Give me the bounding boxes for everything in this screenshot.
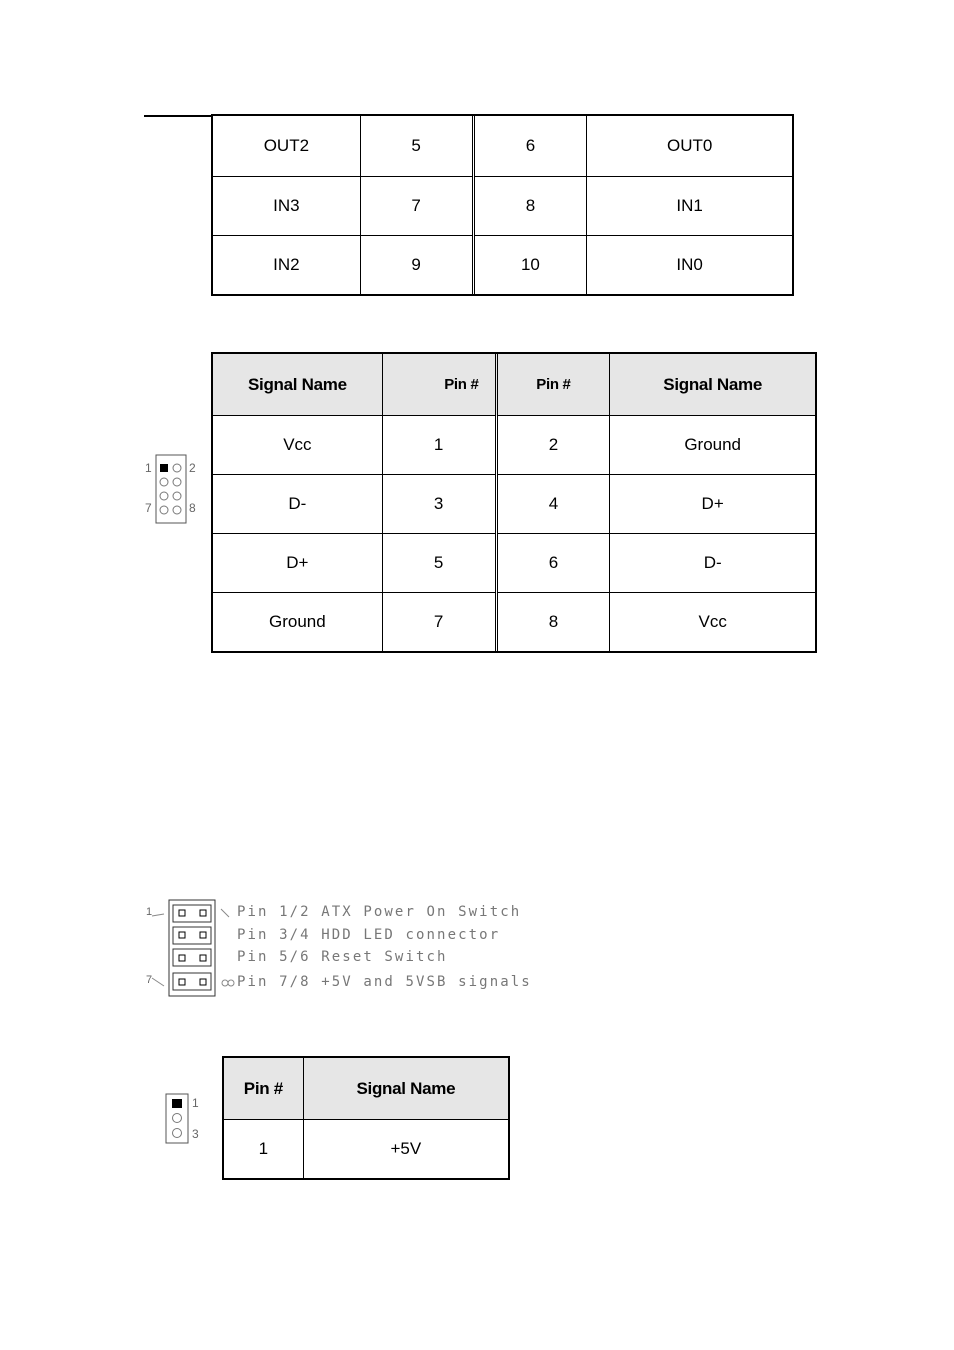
pin-cell: 2: [496, 416, 610, 475]
column-header: Pin #: [224, 1058, 304, 1120]
panel-label-7: 7: [146, 974, 153, 986]
signal-cell: IN1: [587, 177, 793, 236]
pin-label-7: 7: [145, 501, 152, 515]
panel-legend-line: Pin 7/8 +5V and 5VSB signals: [237, 974, 532, 990]
table-row: [213, 236, 793, 295]
table-row: [224, 1120, 509, 1179]
usb-header-diagram: [143, 454, 203, 526]
column-header: Pin #: [496, 354, 610, 416]
pin-table-2: [212, 353, 816, 652]
table-row: [213, 534, 816, 593]
panel-label-1: 1: [146, 906, 153, 918]
pin-cell: 6: [496, 534, 610, 593]
pin-label-1: 1: [192, 1096, 199, 1110]
pin-label-2: 2: [189, 461, 196, 475]
signal-cell: IN2: [213, 236, 361, 295]
signal-cell: +5V: [303, 1120, 508, 1179]
pin-cell: 6: [473, 116, 587, 177]
pin-table-1: [212, 115, 793, 295]
pin-cell: 4: [496, 475, 610, 534]
pin-cell: 8: [496, 593, 610, 652]
table-row: [213, 177, 793, 236]
pin-cell: 9: [360, 236, 473, 295]
signal-cell: D-: [213, 475, 383, 534]
signal-cell: OUT0: [587, 116, 793, 177]
column-header: Signal Name: [213, 354, 383, 416]
pin-label-8: 8: [189, 501, 196, 515]
three-pin-diagram: [164, 1093, 208, 1145]
signal-cell: D+: [610, 475, 816, 534]
signal-cell: Vcc: [610, 593, 816, 652]
pin-label-1: 1: [145, 461, 152, 475]
table-top-rule: [144, 115, 212, 117]
panel-legend-line: Pin 1/2 ATX Power On Switch: [237, 904, 522, 920]
table-row: [213, 116, 793, 177]
column-header: Signal Name: [303, 1058, 508, 1120]
signal-cell: IN0: [587, 236, 793, 295]
signal-cell: Ground: [610, 416, 816, 475]
pin-cell: 10: [473, 236, 587, 295]
table-row: [213, 475, 816, 534]
panel-legend-line: Pin 5/6 Reset Switch: [237, 949, 448, 965]
column-header: Pin #: [382, 354, 496, 416]
table-row: [213, 593, 816, 652]
pin-cell: 5: [360, 116, 473, 177]
signal-cell: D-: [610, 534, 816, 593]
signal-cell: D+: [213, 534, 383, 593]
pin-label-3: 3: [192, 1127, 199, 1141]
pin-table-3: [223, 1057, 509, 1179]
front-panel-diagram: [146, 898, 236, 998]
panel-legend-line: Pin 3/4 HDD LED connector: [237, 927, 501, 943]
signal-cell: IN3: [213, 177, 361, 236]
table-header-row: [213, 354, 816, 416]
pin-cell: 7: [360, 177, 473, 236]
pin-cell: 7: [382, 593, 496, 652]
signal-cell: OUT2: [213, 116, 361, 177]
table-row: [213, 416, 816, 475]
pin-cell: 3: [382, 475, 496, 534]
column-header: Signal Name: [610, 354, 816, 416]
pin-cell: 1: [224, 1120, 304, 1179]
pin-cell: 1: [382, 416, 496, 475]
signal-cell: Vcc: [213, 416, 383, 475]
pin-cell: 5: [382, 534, 496, 593]
pin-cell: 8: [473, 177, 587, 236]
table-header-row: [224, 1058, 509, 1120]
signal-cell: Ground: [213, 593, 383, 652]
